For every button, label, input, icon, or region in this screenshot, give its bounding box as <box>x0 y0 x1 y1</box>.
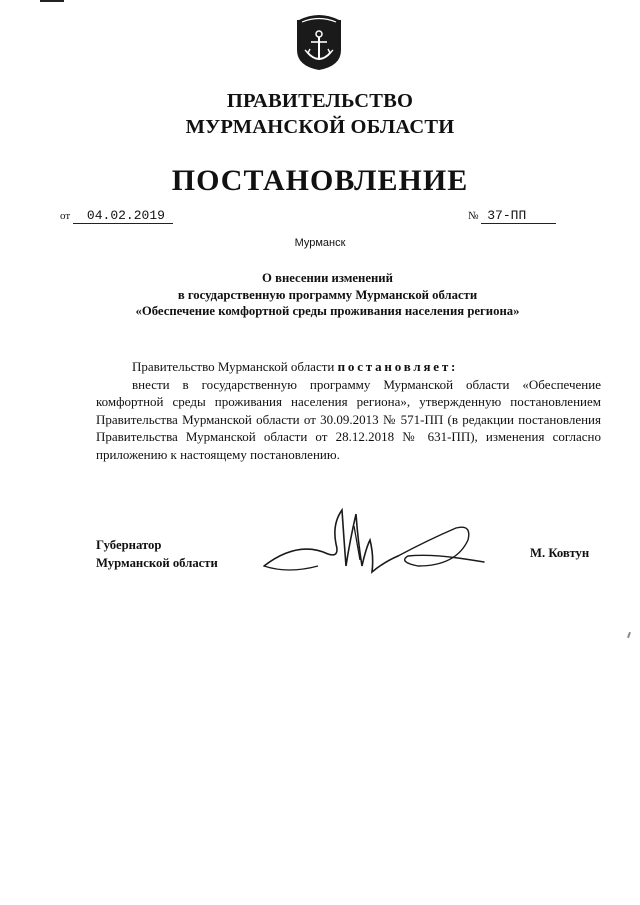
date-prefix: от <box>60 210 71 222</box>
scan-mark <box>40 0 64 2</box>
document-body <box>96 358 601 463</box>
date-value: 04.02.2019 <box>73 208 173 224</box>
gov-title-line2: МУРМАНСКОЙ ОБЛАСТИ <box>185 116 455 138</box>
document-date <box>60 208 173 224</box>
number-value: 37-ПП <box>481 208 556 224</box>
signer-position <box>96 537 218 572</box>
document-type: ПОСТАНОВЛЕНИЕ <box>171 164 469 197</box>
subject-line1: О внесении изменений <box>262 271 393 285</box>
subject-line2: в государственную программу Мурманской области <box>177 287 478 302</box>
resolution-paragraph: внести в государственную программу Мурманской области «Обеспечение комфортной среды проживания населения региона», утвержденную постановлением Правительства Мурманской области от 30.09.2013 № 571-ПП (в редакции постановления Правительства Мурманской области от 28.12.2018 № 631-ПП), изменения согласно приложению к настоящему постановлению. <box>96 376 601 462</box>
city: Мурманск <box>294 237 346 249</box>
scan-mark <box>627 632 631 638</box>
document-number <box>468 208 556 224</box>
signer-title-line1: Губернатор <box>96 538 162 552</box>
signer-name: М. Ковтун <box>530 546 590 560</box>
coat-of-arms-icon <box>294 12 344 72</box>
preamble-paragraph <box>96 358 601 376</box>
handwritten-signature-icon <box>258 500 488 580</box>
signer-title-line2: Мурманской области <box>96 555 218 570</box>
preamble-text: Правительство Мурманской области <box>132 359 335 374</box>
resolves-word: постановляет: <box>337 359 459 374</box>
gov-title-line1: ПРАВИТЕЛЬСТВО <box>226 90 414 112</box>
document-subject <box>100 270 555 320</box>
subject-line3: «Обеспечение комфортной среды проживания населения региона» <box>135 304 520 318</box>
government-name <box>0 88 640 140</box>
number-prefix: № <box>468 210 479 222</box>
